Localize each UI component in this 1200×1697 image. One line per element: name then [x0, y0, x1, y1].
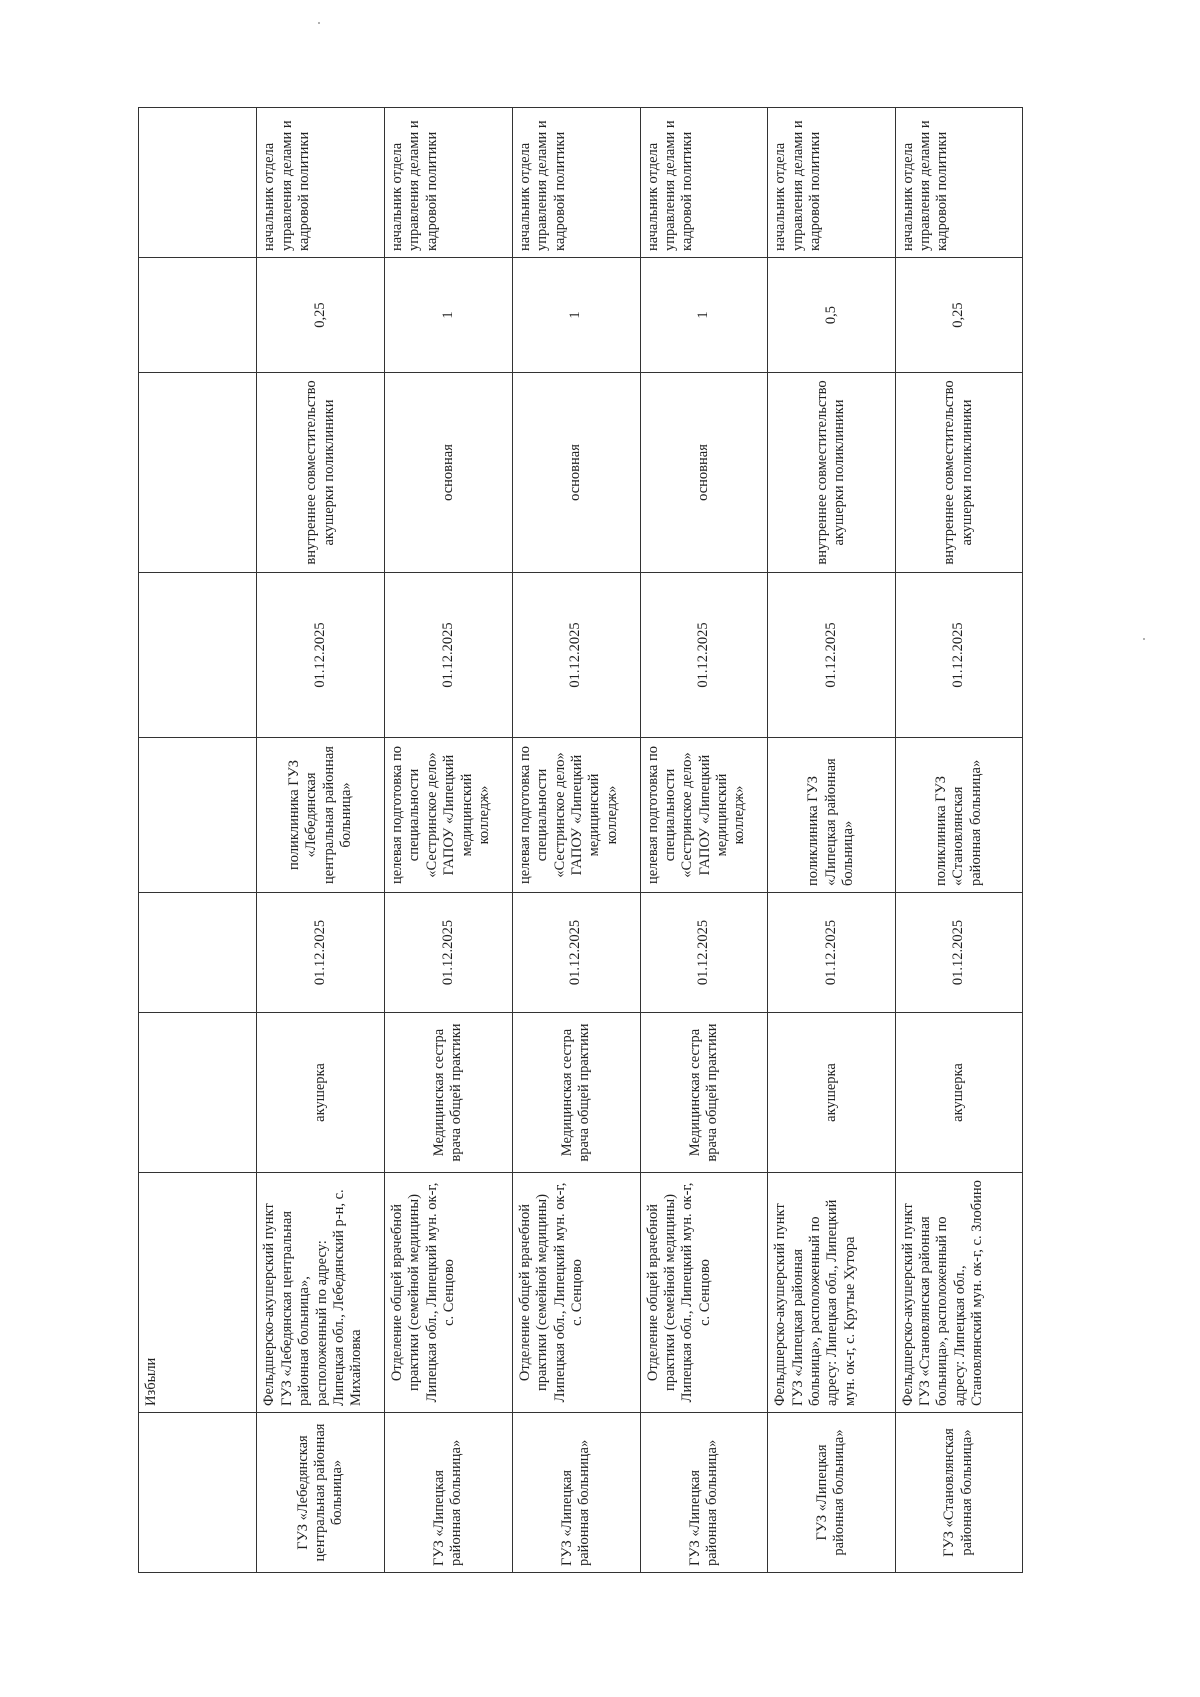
position-cell: Медицинская сестра врача общей практики [512, 1013, 640, 1173]
organization-cell: ГУЗ «Липецкая районная больница» [512, 1413, 640, 1573]
table-row [768, 108, 895, 1573]
header-cell [139, 1413, 257, 1573]
date-cell: 01.12.2025 [512, 893, 640, 1013]
header-cell [139, 893, 257, 1013]
table-row [640, 108, 768, 1573]
date-cell: 01.12.2025 [640, 573, 768, 738]
responsible-cell: начальник отдела управления делами и кадровой политики [640, 108, 768, 258]
position-cell: Медицинская сестра врача общей практики [640, 1013, 768, 1173]
responsible-cell: начальник отдела управления делами и кадровой политики [512, 108, 640, 258]
rate-cell: 1 [512, 258, 640, 373]
date-cell: 01.12.2025 [257, 893, 385, 1013]
responsible-cell: начальник отдела управления делами и кадровой политики [257, 108, 385, 258]
location-cell: Отделение общей врачебной практики (семейной медицины) Липецкая обл., Липецкий мун. ок-г, с. Сенцово [640, 1173, 768, 1413]
header-cell: Избыли [139, 1173, 257, 1413]
table-row [895, 108, 1022, 1573]
header-row [139, 108, 257, 1573]
header-cell [139, 1013, 257, 1173]
location-cell: Фельдшерско-акушерский пункт ГУЗ «Становлянская районная больница», расположенный по адресу: Липецкая обл., Становлянский мун. ок-г, с. Злобино [895, 1173, 1022, 1413]
header-cell [139, 573, 257, 738]
scan-speck [1143, 638, 1145, 640]
rate-cell: 1 [385, 258, 513, 373]
responsible-cell: начальник отдела управления делами и кадровой политики [768, 108, 895, 258]
employment-type-cell: внутреннее совместительство акушерки поликлиники [257, 373, 385, 573]
date-cell: 01.12.2025 [385, 573, 513, 738]
organization-cell: ГУЗ «Липецкая районная больница» [768, 1413, 895, 1573]
header-cell [139, 738, 257, 893]
employment-type-cell: основная [512, 373, 640, 573]
header-cell [139, 373, 257, 573]
date-cell: 01.12.2025 [895, 573, 1022, 738]
organization-cell: ГУЗ «Липецкая районная больница» [385, 1413, 513, 1573]
organization-cell: ГУЗ «Становлянская районная больница» [895, 1413, 1022, 1573]
location-cell: Отделение общей врачебной практики (семейной медицины) Липецкая обл., Липецкий мун. ок-г, с. Сенцово [385, 1173, 513, 1413]
position-cell: акушерка [895, 1013, 1022, 1173]
location-cell: Фельдшерско-акушерский пункт ГУЗ «Липецкая районная больница», расположенный по адресу: Липецкая обл., Липецкий мун. ок-г, с. Крутые Хутора [768, 1173, 895, 1413]
source-cell: поликлиника ГУЗ «Лебедянская центральная районная больница» [257, 738, 385, 893]
organization-cell: ГУЗ «Лебедянская центральная районная больница» [257, 1413, 385, 1573]
rate-cell: 0,5 [768, 258, 895, 373]
staffing-table [138, 107, 1023, 1573]
rate-cell: 0,25 [257, 258, 385, 373]
date-cell: 01.12.2025 [640, 893, 768, 1013]
position-cell: Медицинская сестра врача общей практики [385, 1013, 513, 1173]
date-cell: 01.12.2025 [895, 893, 1022, 1013]
employment-type-cell: внутреннее совместительство акушерки поликлиники [768, 373, 895, 573]
scan-speck [318, 22, 320, 24]
header-cell [139, 108, 257, 258]
rate-cell: 1 [640, 258, 768, 373]
source-cell: поликлиника ГУЗ «Становлянская районная больница» [895, 738, 1022, 893]
date-cell: 01.12.2025 [768, 893, 895, 1013]
source-cell: целевая подготовка по специальности «Сестринское дело» ГАПОУ «Липецкий медицинский колледж» [385, 738, 513, 893]
responsible-cell: начальник отдела управления делами и кадровой политики [895, 108, 1022, 258]
date-cell: 01.12.2025 [385, 893, 513, 1013]
date-cell: 01.12.2025 [257, 573, 385, 738]
date-cell: 01.12.2025 [512, 573, 640, 738]
table-row [512, 108, 640, 1573]
location-cell: Отделение общей врачебной практики (семейной медицины) Липецкая обл., Липецкий мун. ок-г, с. Сенцово [512, 1173, 640, 1413]
location-cell: Фельдшерско-акушерский пункт ГУЗ «Лебедянская центральная районная больница», расположенный по адресу: Липецкая обл., Лебедянский р-н, с. Михайловка [257, 1173, 385, 1413]
source-cell: целевая подготовка по специальности «Сестринское дело» ГАПОУ «Липецкий медицинский колледж» [640, 738, 768, 893]
employment-type-cell: основная [640, 373, 768, 573]
position-cell: акушерка [768, 1013, 895, 1173]
table-row [385, 108, 513, 1573]
table-row [257, 108, 385, 1573]
date-cell: 01.12.2025 [768, 573, 895, 738]
source-cell: поликлиника ГУЗ «Липецкая районная больница» [768, 738, 895, 893]
header-cell [139, 258, 257, 373]
rate-cell: 0,25 [895, 258, 1022, 373]
employment-type-cell: внутреннее совместительство акушерки поликлиники [895, 373, 1022, 573]
organization-cell: ГУЗ «Липецкая районная больница» [640, 1413, 768, 1573]
employment-type-cell: основная [385, 373, 513, 573]
position-cell: акушерка [257, 1013, 385, 1173]
source-cell: целевая подготовка по специальности «Сестринское дело» ГАПОУ «Липецкий медицинский колледж» [512, 738, 640, 893]
responsible-cell: начальник отдела управления делами и кадровой политики [385, 108, 513, 258]
